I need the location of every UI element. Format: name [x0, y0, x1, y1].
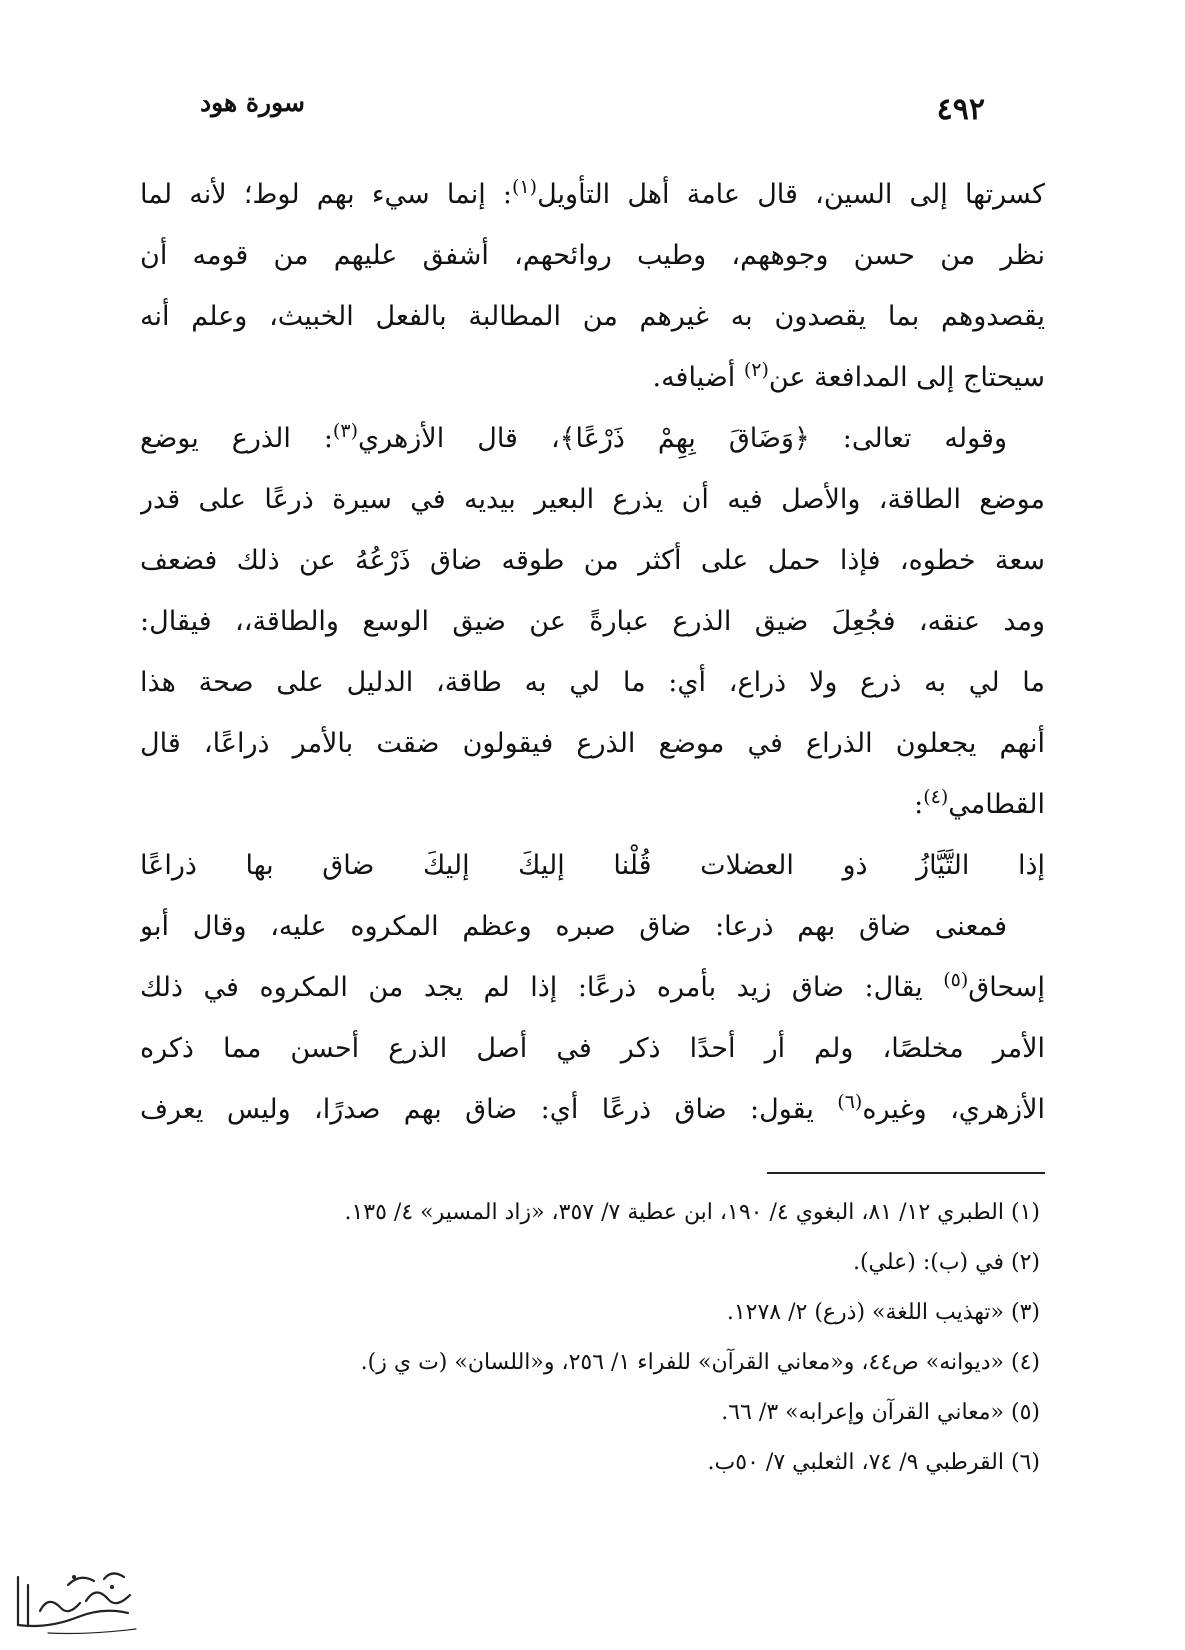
text-line: أنهم يجعلون الذراع في موضع الذرع فيقولون ضقت بالأمر ذراعًا، قال: [140, 728, 1045, 759]
footnote: (١) الطبري ١٢/ ٨١، البغوي ٤/ ١٩٠، ابن عطية ٧/ ٣٥٧، «زاد المسير» ٤/ ١٣٥.: [344, 1200, 1040, 1225]
running-title: سورة هود: [200, 88, 305, 117]
text-line: كسرتها إلى السين، قال عامة أهل التأويل$^{(١)}$: إنما سيء بهم لوط؛ لأنه لما: [140, 176, 1045, 210]
footnote: (٤) «ديوانه» ص٤٤، و«معاني القرآن» للفراء ١/ ٢٥٦، و«اللسان» (ت ي ز).: [360, 1350, 1040, 1375]
footnote: (٢) في (ب): (علي).: [852, 1250, 1040, 1275]
text-line: موضع الطاقة، والأصل فيه أن يذرع البعير بيديه في سيرة ذرعًا على قدر: [140, 484, 1045, 515]
footnote-marker: (٢): [743, 359, 769, 381]
footnote: (٣) «تهذيب اللغة» (ذرع) ٢/ ١٢٧٨.: [726, 1300, 1040, 1325]
main-text: [140, 164, 1045, 1140]
footnote-marker: (٦): [837, 1091, 863, 1113]
text-line: ما لي به ذرع ولا ذراع، أي: ما لي به طاقة، الدليل على صحة هذا: [140, 667, 1045, 698]
footnote-marker: (١): [512, 176, 538, 198]
page-header: [200, 88, 985, 138]
footnote-marker: (٥): [943, 969, 969, 991]
text-line: سعة خطوه، فإذا حمل على أكثر من طوقه ضاق ذَرْعُهُ عن ذلك فضعف: [140, 545, 1045, 576]
text-line: وقوله تعالى: ﴿وَضَاقَ بِهِمْ ذَرْعًا﴾، قال الأزهري$^{(٣)}$: الذرع يوضع: [140, 420, 1007, 454]
text-line: ومد عنقه، فجُعِلَ ضيق الذرع عبارةً عن ضيق الوسع والطاقة،، فيقال:: [140, 606, 1045, 637]
page-number: ٤٩٢: [936, 92, 985, 127]
text-line: الأمر مخلصًا، ولم أر أحدًا ذكر في أصل الذرع أحسن مما ذكره: [140, 1033, 1045, 1064]
poetry-verse: إذا التَّيَّازُ ذو العضلات قُلْنا إليكَ إليكَ ضاق بها ذراعًا: [140, 850, 1045, 881]
footnote-marker: (٤): [923, 786, 949, 808]
text-line: القطامي$^{(٤)}$:: [914, 786, 1045, 820]
text-line: الأزهري، وغيره$^{(٦)}$ يقول: ضاق ذرعًا أي: ضاق بهم صدرًا، وليس يعرف: [140, 1091, 1045, 1125]
footnotes: [140, 1188, 1040, 1488]
text-line: سيحتاج إلى المدافعة عن$^{(٢)}$ أضيافه.: [652, 359, 1045, 393]
footnote-divider: [767, 1172, 1045, 1174]
text-line: فمعنى ضاق بهم ذرعا: ضاق صبره وعظم المكروه عليه، وقال أبو: [140, 911, 1007, 942]
footnote: (٥) «معاني القرآن وإعرابه» ٣/ ٦٦.: [721, 1400, 1040, 1425]
text-line: إسحاق$^{(٥)}$ يقال: ضاق زيد بأمره ذرعًا: إذا لم يجد من المكروه في ذلك: [140, 969, 1045, 1003]
calligraphy-logo-icon: [8, 1555, 148, 1635]
text-line: نظر من حسن وجوههم، وطيب روائحهم، أشفق عليهم من قومه أن: [140, 240, 1045, 271]
footnote-marker: (٣): [332, 420, 358, 442]
text-line: يقصدوهم بما يقصدون به غيرهم من المطالبة بالفعل الخبيث، وعلم أنه: [140, 301, 1045, 332]
footnote: (٦) القرطبي ٩/ ٧٤، الثعلبي ٧/ ٥٠ب.: [707, 1450, 1040, 1475]
